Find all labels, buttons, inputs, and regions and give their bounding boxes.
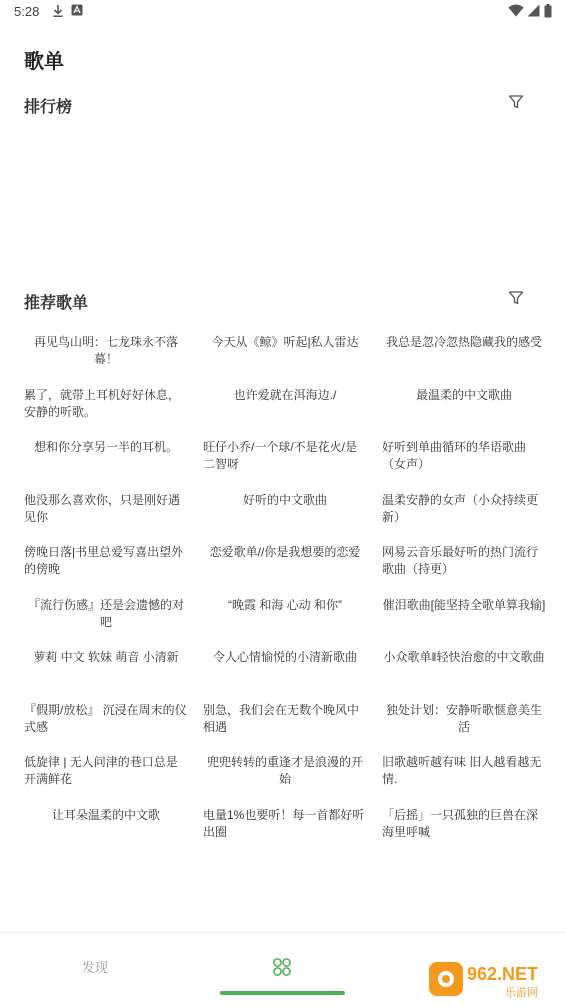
- svg-text:乐游网: 乐游网: [505, 986, 538, 999]
- battery-icon: [544, 4, 552, 21]
- playlist-item[interactable]: “晚霞 和海 心动 和你”: [228, 597, 342, 612]
- playlist-item[interactable]: 也许爱就在洱海边./: [233, 387, 337, 402]
- playlist-item[interactable]: 令人心情愉悦的小清新歌曲: [212, 650, 357, 664]
- playlist-item[interactable]: 累了，就带上耳机好好休息，安静的听歌。: [24, 387, 181, 419]
- playlist-item[interactable]: 我总是忽冷忽热隐藏我的感受: [385, 335, 542, 349]
- playlist-item[interactable]: 网易云音乐最好听的热门流行歌曲（持更）: [382, 545, 539, 576]
- playlist-item[interactable]: 他没那么喜欢你，只是刚好遇见你: [24, 492, 181, 524]
- playlist-item[interactable]: 好听到单曲循环的华语歌曲（女声）: [382, 440, 527, 471]
- playlist-item[interactable]: 『假期/放松』 沉浸在周末的仪式感: [24, 702, 187, 734]
- playlist-grid: [16, 330, 552, 855]
- section-title-ranking: 排行榜: [24, 99, 73, 116]
- playlist-item[interactable]: 今天从《鲸》听起|私人雷达: [211, 335, 359, 349]
- playlist-item[interactable]: 恋爱歌单//你是我想要的恋爱: [209, 545, 361, 559]
- active-tab-indicator: [220, 991, 345, 995]
- filter-icon: [508, 94, 524, 110]
- playlist-item[interactable]: 再见鸟山明：七龙珠永不落幕！: [33, 335, 178, 366]
- playlist-item[interactable]: 温柔安静的女声（小众持续更新）: [382, 492, 539, 524]
- playlist-item[interactable]: 电量1%也要听！每一首都好听出圈: [203, 807, 365, 839]
- filter-icon: [508, 290, 524, 306]
- svg-text:962.NET: 962.NET: [467, 964, 539, 984]
- playlist-item[interactable]: 傍晚日落|书里总爱写喜出望外的傍晚: [24, 545, 184, 576]
- nav-discover[interactable]: 发现: [82, 960, 109, 975]
- playlist-item[interactable]: 萝莉 中文 软妹 萌音 小清新: [33, 650, 179, 664]
- download-icon: [52, 4, 64, 21]
- ranking-filter-button[interactable]: [508, 94, 530, 116]
- recommended-filter-button[interactable]: [508, 290, 530, 312]
- page-title: 歌单: [24, 51, 64, 73]
- playlist-item[interactable]: 最温柔的中文歌曲: [415, 387, 512, 402]
- playlist-item[interactable]: 旧歌越听越有味 旧人越看越无情.: [382, 755, 542, 786]
- watermark-logo: [429, 960, 559, 1000]
- signal-icon: [527, 4, 540, 20]
- playlist-item[interactable]: 低旋律 | 无人问津的巷口总是开满鲜花: [24, 755, 178, 786]
- playlist-item[interactable]: 催泪歌曲[能坚持全歌单算我输]: [382, 597, 546, 612]
- section-title-recommended: 推荐歌单: [24, 295, 89, 312]
- playlist-item[interactable]: 「后摇」一只孤独的巨兽在深海里呼喊: [382, 807, 539, 839]
- playlist-item[interactable]: 好听的中文歌曲: [242, 492, 327, 507]
- nav-playlist-tab[interactable]: [272, 957, 292, 977]
- playlist-item[interactable]: 旺仔小乔/一个球/不是花火/是二智呀: [203, 440, 358, 471]
- grid-icon: [272, 957, 292, 977]
- playlist-item[interactable]: 别急，我们会在无数个晚风中相遇: [203, 702, 360, 734]
- status-bar: [0, 0, 565, 24]
- playlist-item[interactable]: 小众歌单‖轻快治愈的中文歌曲: [383, 650, 545, 664]
- playlist-item[interactable]: 兜兜转转的重逢才是浪漫的开始: [206, 755, 363, 786]
- playlist-item[interactable]: 让耳朵温柔的中文歌: [51, 807, 160, 822]
- status-time: 5:28: [14, 4, 40, 19]
- app-notification-icon: [71, 4, 83, 19]
- playlist-item[interactable]: 想和你分享另一半的耳机。: [33, 440, 178, 454]
- playlist-item[interactable]: 独处计划：安静听歌惬意美生活: [385, 702, 542, 734]
- playlist-item[interactable]: 『流行伤感』还是会遗憾的对吧: [27, 597, 184, 629]
- wifi-icon: [508, 4, 524, 20]
